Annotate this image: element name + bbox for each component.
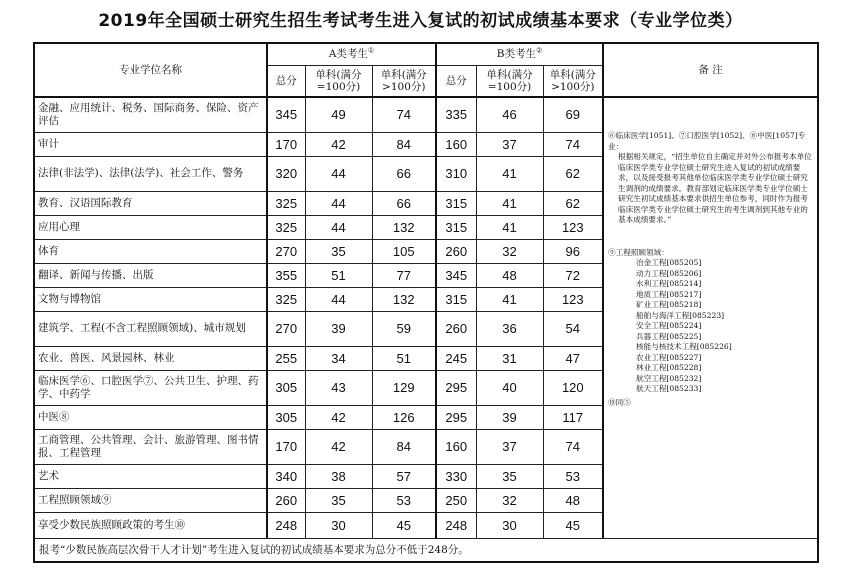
a-total: 320 (267, 156, 305, 191)
a-total: 170 (267, 132, 305, 156)
b-single-gt100: 120 (543, 370, 603, 405)
b-single-gt100: 53 (543, 464, 603, 488)
b-single-100: 32 (476, 488, 543, 512)
a-single-gt100: 53 (372, 488, 436, 512)
note-medical-text: 根据相关规定，“招生单位自主确定并对外公布报考本单位临床医学类专业学位硕士研究生进入复试的初试成绩要求，以及接受报考其他单位临床医学类专业学位硕士研究生调剂的成绩要求。教育部划定临床医学类专业学位硕士研究生初试成绩基本要求供招生单位参考，同时作为报考临床医学类专业学位硕士研究生的考生调剂到其他专业的基本成绩要求。” (618, 152, 812, 224)
a-single-gt100: 132 (372, 287, 436, 311)
b-total: 250 (436, 488, 476, 512)
b-total: 315 (436, 191, 476, 215)
engineering-field: 矿业工程[085218] (636, 300, 702, 309)
a-single-100: 51 (305, 263, 372, 287)
a-single-100: 30 (305, 512, 372, 538)
a-single-gt100: 84 (372, 429, 436, 464)
a-single-gt100: 74 (372, 97, 436, 132)
a-total: 325 (267, 215, 305, 239)
b-single-gt100: 48 (543, 488, 603, 512)
a-total: 325 (267, 191, 305, 215)
a-total: 340 (267, 464, 305, 488)
row-name: 艺术 (34, 464, 267, 488)
b-total: 315 (436, 287, 476, 311)
a-single-100: 43 (305, 370, 372, 405)
engineering-field: 林业工程[085228] (636, 363, 702, 372)
a-single-gt100: 57 (372, 464, 436, 488)
row-name: 工商管理、公共管理、会计、旅游管理、图书情报、工程管理 (34, 429, 267, 464)
a-single-100: 38 (305, 464, 372, 488)
header-group-b: B类考生② (436, 43, 603, 65)
engineering-field: 地质工程[085217] (636, 289, 702, 299)
b-single-gt100: 45 (543, 512, 603, 538)
b-total: 245 (436, 346, 476, 370)
b-total: 330 (436, 464, 476, 488)
header-notes: 备 注 (603, 43, 818, 97)
a-total: 255 (267, 346, 305, 370)
b-single-100: 37 (476, 429, 543, 464)
header-b-total: 总分 (436, 65, 476, 97)
b-total: 260 (436, 311, 476, 346)
engineering-field: 核能与核技术工程[085226] (636, 342, 732, 351)
engineering-field: 农业工程[085227] (636, 352, 702, 362)
b-total: 248 (436, 512, 476, 538)
b-total: 160 (436, 429, 476, 464)
score-table (33, 42, 819, 563)
header-b-single-100: 单科(满分 =100分) (476, 65, 543, 97)
row-name: 翻译、新闻与传播、出版 (34, 263, 267, 287)
a-single-100: 35 (305, 488, 372, 512)
a-single-100: 44 (305, 191, 372, 215)
a-single-gt100: 66 (372, 156, 436, 191)
notes-cell (603, 97, 818, 538)
a-total: 170 (267, 429, 305, 464)
header-name: 专业学位名称 (34, 43, 267, 97)
b-single-gt100: 96 (543, 239, 603, 263)
row-name: 临床医学⑥、口腔医学⑦、公共卫生、护理、药学、中药学 (34, 370, 267, 405)
note-medical-title: ⑥临床医学[1051]、⑦口腔医学[1052]、⑧中医[1057]专业： (608, 131, 806, 151)
b-total: 345 (436, 263, 476, 287)
a-single-100: 42 (305, 405, 372, 429)
b-total: 260 (436, 239, 476, 263)
header-a-single-100: 单科(满分 =100分) (305, 65, 372, 97)
header-a-single-gt100: 单科(满分 >100分) (372, 65, 436, 97)
b-total: 315 (436, 215, 476, 239)
a-single-gt100: 84 (372, 132, 436, 156)
b-single-100: 41 (476, 156, 543, 191)
a-total: 305 (267, 405, 305, 429)
engineering-field: 冶金工程[085205] (636, 258, 702, 267)
b-single-gt100: 74 (543, 429, 603, 464)
note-minority: ⑩同⑤ (608, 397, 631, 407)
b-single-gt100: 117 (543, 405, 603, 429)
b-single-100: 35 (476, 464, 543, 488)
b-single-gt100: 123 (543, 215, 603, 239)
row-name: 法律(非法学)、法律(法学)、社会工作、警务 (34, 156, 267, 191)
a-single-100: 34 (305, 346, 372, 370)
a-single-100: 35 (305, 239, 372, 263)
engineering-field: 兵器工程[085225] (636, 331, 702, 341)
b-single-gt100: 54 (543, 311, 603, 346)
b-single-100: 32 (476, 239, 543, 263)
b-total: 310 (436, 156, 476, 191)
b-single-gt100: 69 (543, 97, 603, 132)
a-total: 325 (267, 287, 305, 311)
b-single-100: 41 (476, 191, 543, 215)
b-total: 295 (436, 405, 476, 429)
a-single-100: 44 (305, 156, 372, 191)
table-row (34, 97, 818, 132)
footer-note: 报考“少数民族高层次骨干人才计划”考生进入复试的初试成绩基本要求为总分不低于248分。 (34, 538, 818, 562)
b-single-100: 37 (476, 132, 543, 156)
a-single-gt100: 51 (372, 346, 436, 370)
a-single-100: 39 (305, 311, 372, 346)
b-single-100: 46 (476, 97, 543, 132)
b-single-gt100: 123 (543, 287, 603, 311)
b-single-100: 31 (476, 346, 543, 370)
engineering-field: 水利工程[085214] (636, 279, 702, 288)
a-single-gt100: 59 (372, 311, 436, 346)
b-total: 160 (436, 132, 476, 156)
b-single-100: 36 (476, 311, 543, 346)
a-single-gt100: 132 (372, 215, 436, 239)
a-total: 305 (267, 370, 305, 405)
b-total: 295 (436, 370, 476, 405)
b-single-gt100: 62 (543, 156, 603, 191)
a-single-100: 44 (305, 215, 372, 239)
row-name: 工程照顾领域⑨ (34, 488, 267, 512)
row-name: 文物与博物馆 (34, 287, 267, 311)
b-single-gt100: 74 (543, 132, 603, 156)
a-total: 345 (267, 97, 305, 132)
a-total: 270 (267, 311, 305, 346)
engineering-field: 航空工程[085232] (636, 373, 702, 383)
a-single-gt100: 126 (372, 405, 436, 429)
a-total: 355 (267, 263, 305, 287)
a-single-100: 42 (305, 132, 372, 156)
row-name: 教育、汉语国际教育 (34, 191, 267, 215)
engineering-field: 船舶与海洋工程[085223] (636, 310, 725, 320)
row-name: 审计 (34, 132, 267, 156)
b-single-100: 48 (476, 263, 543, 287)
a-single-100: 49 (305, 97, 372, 132)
header-b-single-gt100: 单科(满分 >100分) (543, 65, 603, 97)
row-name: 农业、兽医、风景园林、林业 (34, 346, 267, 370)
note-engineering-title: ⑨工程照顾领域： (608, 247, 669, 257)
a-total: 270 (267, 239, 305, 263)
row-name: 金融、应用统计、税务、国际商务、保险、资产评估 (34, 97, 267, 132)
a-single-100: 42 (305, 429, 372, 464)
b-single-100: 30 (476, 512, 543, 538)
b-single-100: 40 (476, 370, 543, 405)
row-name: 中医⑧ (34, 405, 267, 429)
b-single-gt100: 62 (543, 191, 603, 215)
a-single-gt100: 45 (372, 512, 436, 538)
row-name: 体育 (34, 239, 267, 263)
b-single-100: 41 (476, 287, 543, 311)
b-total: 335 (436, 97, 476, 132)
engineering-field: 航天工程[085233] (636, 384, 702, 393)
a-single-gt100: 66 (372, 191, 436, 215)
b-single-100: 41 (476, 215, 543, 239)
row-name: 建筑学、工程(不含工程照顾领域)、城市规划 (34, 311, 267, 346)
a-total: 248 (267, 512, 305, 538)
b-single-100: 39 (476, 405, 543, 429)
engineering-field: 安全工程[085224] (636, 321, 702, 330)
a-single-gt100: 129 (372, 370, 436, 405)
header-group-a: A类考生① (267, 43, 436, 65)
a-single-100: 44 (305, 287, 372, 311)
header-a-total: 总分 (267, 65, 305, 97)
b-single-gt100: 47 (543, 346, 603, 370)
a-single-gt100: 77 (372, 263, 436, 287)
a-total: 260 (267, 488, 305, 512)
a-single-gt100: 105 (372, 239, 436, 263)
row-name: 享受少数民族照顾政策的考生⑩ (34, 512, 267, 538)
page-title: 2019年全国硕士研究生招生考试考生进入复试的初试成绩基本要求（专业学位类） (98, 11, 743, 31)
b-single-gt100: 72 (543, 263, 603, 287)
row-name: 应用心理 (34, 215, 267, 239)
engineering-field: 动力工程[085206] (636, 268, 702, 278)
